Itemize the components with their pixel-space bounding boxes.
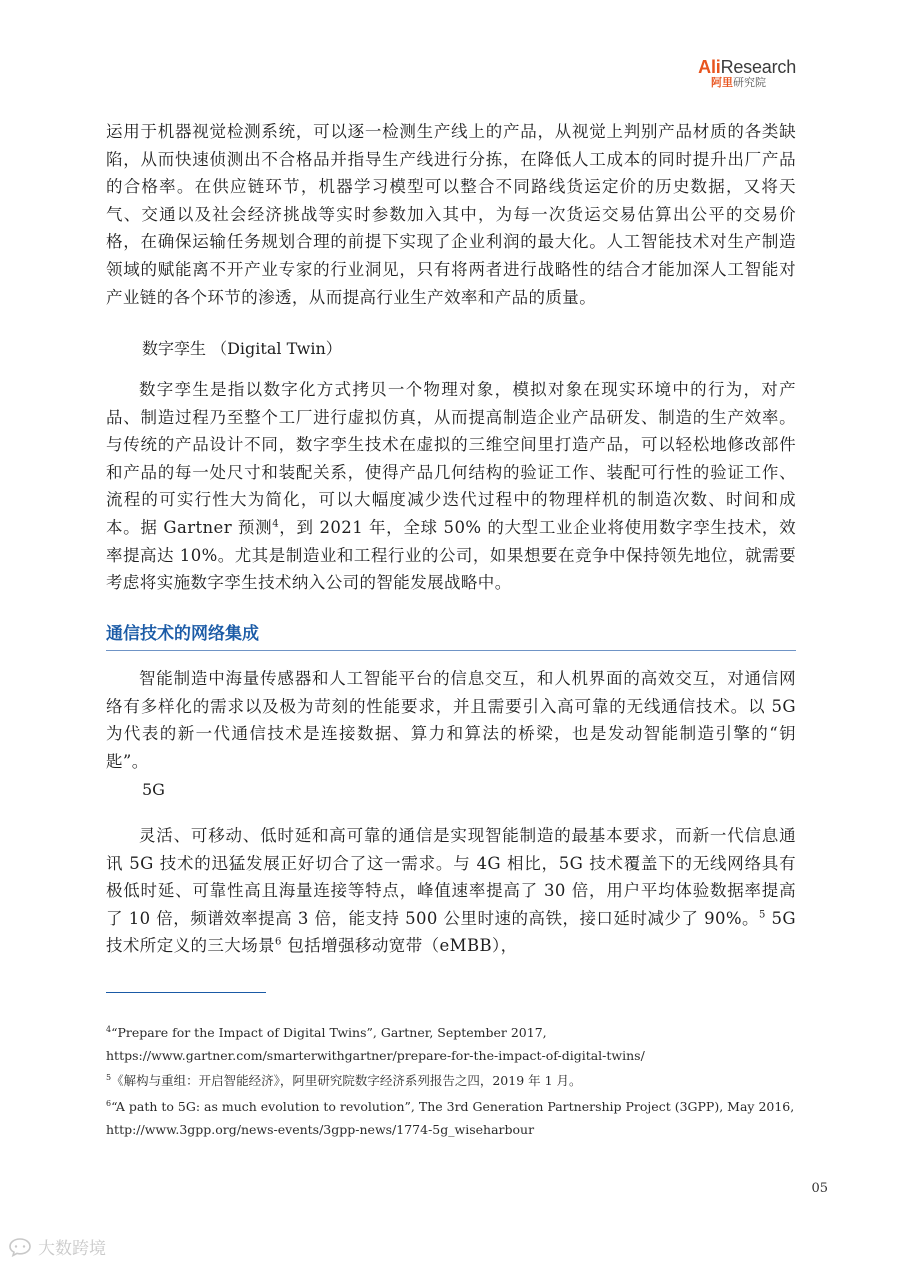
section-heading-network-integration: 通信技术的网络集成 — [106, 624, 259, 644]
chat-bubble-icon — [8, 1237, 32, 1257]
footnote-4: $^4$“Prepare for the Impact of Digital Twins”, Gartner, September 2017, https://www.gartner.com/smarterwithgartner/prepare-for-the-impact-of-digital-twins/ — [106, 1024, 645, 1063]
footnote-ref-6[interactable]: 6 — [275, 936, 282, 948]
page-number: 05 — [811, 1181, 828, 1196]
watermark-text: 大数跨境 — [38, 1239, 106, 1259]
paragraph-5g: 灵活、可移动、低时延和高可靠的通信是实现智能制造的最基本要求，而新一代信息通讯 5G 技术的迅猛发展正好切合了这一需求。与 4G 相比，5G 技术覆盖下的无线网络具有极低时延、可靠性高且海量连接等特点，峰值速率提高了 30 倍，用户平均体验数据率提高了 10 倍，频谱效率提高 3 倍，能支持 500 公里时速的高铁，接口延时减少了 90%。$^5$ 5G 技术所定义的三大场景$^6$ 包括增强移动宽带（eMBB）， — [106, 826, 797, 956]
footnote-divider — [106, 992, 266, 993]
watermark — [8, 1234, 106, 1259]
footnote-4-link[interactable]: https://www.gartner.com/smarterwithgartner/prepare-for-the-impact-of-digital-twins/ — [106, 1048, 645, 1063]
footnote-ref-4[interactable]: 4 — [272, 518, 280, 530]
footnote-6: $^6$“A path to 5G: as much evolution to revolution”, The 3rd Generation Partnership Project (3GPP), May 2016, http://www.3gpp.org/news-events/3gpp-news/1774-5g_wiseharbour — [106, 1098, 795, 1137]
paragraph-manufacturing-ai: 运用于机器视觉检测系统，可以逐一检测生产线上的产品，从视觉上判别产品材质的各类缺陷，从而快速侦测出不合格品并指导生产线进行分拣，在降低人工成本的同时提升出厂产品的合格率。在供应链环节，机器学习模型可以整合不同路线货运定价的历史数据，又将天气、交通以及社会经济挑战等实时参数加入其中，为每一次货运交易估算出公平的交易价格，在确保运输任务规划合理的前提下实现了企业利润的最大化。人工智能技术对生产制造领域的赋能离不开产业专家的行业洞见，只有将两者进行战略性的结合才能加深人工智能对产业链的各个环节的渗透，从而提高行业生产效率和产品的质量。 — [106, 122, 796, 307]
footnote-5: $^5$《解构与重组：开启智能经济》，阿里研究院数字经济系列报告之四，2019 年 1 月。 — [106, 1072, 582, 1088]
paragraph-digital-twin: 数字孪生是指以数字化方式拷贝一个物理对象，模拟对象在现实环境中的行为，对产品、制造过程乃至整个工厂进行虚拟仿真，从而提高制造企业产品研发、制造的生产效率。与传统的产品设计不同，数字孪生技术在虚拟的三维空间里打造产品，可以轻松地修改部件和产品的每一处尺寸和装配关系，使得产品几何结构的验证工作、装配可行性的验证工作、流程的可实行性大为简化，可以大幅度减少迭代过程中的物理样机的制造次数、时间和成本。据 Gartner 预测$^4$，到 2021 年，全球 50% 的大型工业企业将使用数字孪生技术，效率提高达 10%。尤其是制造业和工程行业的公司，如果想要在竞争中保持领先地位，就需要考虑将实施数字孪生技术纳入公司的智能发展战略中。 — [106, 380, 796, 593]
footnote-ref-5[interactable]: 5 — [759, 909, 766, 921]
footnote-6-link[interactable]: http://www.3gpp.org/news-events/3gpp-news/1774-5g_wiseharbour — [106, 1122, 535, 1137]
subheading-digital-twin: 数字孪生 （Digital Twin） — [142, 339, 342, 358]
paragraph-communication: 智能制造中海量传感器和人工智能平台的信息交互，和人机界面的高效交互，对通信网络有多样化的需求以及极为苛刻的性能要求，并且需要引入高可靠的无线通信技术。以 5G 为代表的新一代通信技术是连接数据、算力和算法的桥梁，也是发动智能制造引擎的“钥匙”。 — [106, 669, 796, 771]
aliresearch-logo: AliResearch 阿里研究院 — [698, 57, 796, 89]
subheading-5g: 5G — [142, 780, 165, 799]
heading-divider — [106, 650, 796, 651]
